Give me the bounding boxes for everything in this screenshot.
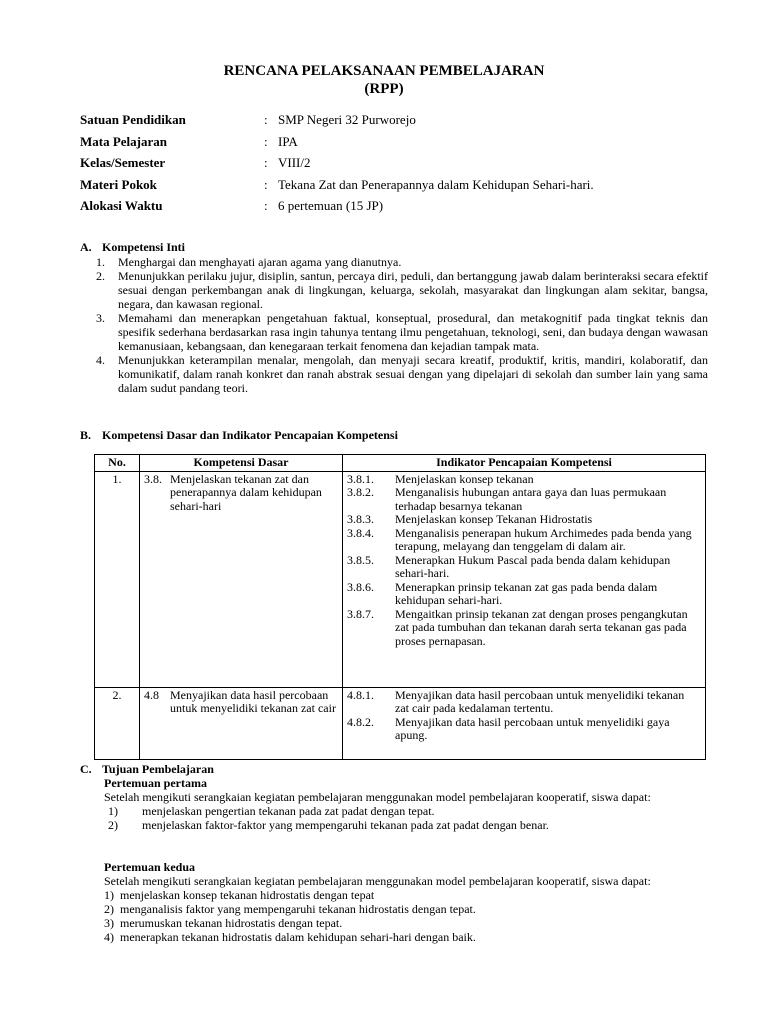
indicator-code: 3.8.6. <box>347 579 374 594</box>
item-number: 1. <box>96 255 105 269</box>
item-text: Menunjukkan perilaku jujur, disiplin, santun, percaya diri, peduli, dan bertanggung jawab dalam berinteraksi secara efektif sesuai dengan perkembangan anak di lingkungan, keluarga, sekolah, masyarakat dan lingkungan alam sekitar, bangsa, negara, dan kawasan regional. <box>118 269 708 311</box>
item-text: menjelaskan faktor-faktor yang mempengaruhi tekanan pada zat padat dengan benar. <box>142 818 549 832</box>
indicator-text: Menyajikan data hasil percobaan untuk menyelidiki gaya apung. <box>395 714 670 742</box>
item-number: 4) <box>104 930 114 944</box>
list-item <box>104 930 708 944</box>
meeting-title: Pertemuan pertama <box>104 776 207 790</box>
indicator-text: Menjelaskan konsep tekanan <box>395 471 534 486</box>
item-text: menganalisis faktor yang mempengaruhi tekanan hidrostatis dengan tepat. <box>120 902 476 916</box>
section-c-heading <box>80 762 214 776</box>
meeting-intro: Setelah mengikuti serangkaian kegiatan pembelajaran menggunakan model pembelajaran kooperatif, siswa dapat: <box>104 874 651 888</box>
list-item <box>96 353 708 395</box>
indicator-item <box>347 554 701 581</box>
indicator-code: 4.8.2. <box>347 714 374 729</box>
document-title: RENCANA PELAKSANAAN PEMBELAJARAN <box>223 63 545 79</box>
row-number: 1. <box>95 471 140 687</box>
indicator-text: Menganalisis hubungan antara gaya dan luas permukaan terhadap besarnya tekanan <box>395 485 667 513</box>
list-item <box>104 888 708 902</box>
item-text: menerapkan tekanan hidrostatis dalam kehidupan sehari-hari dengan baik. <box>120 930 476 944</box>
meta-key: Kelas/Semester <box>80 155 166 170</box>
item-number: 2. <box>96 269 105 283</box>
indicator-code: 3.8.1. <box>347 471 374 486</box>
indicator-item <box>347 486 701 513</box>
column-header: Kompetensi Dasar <box>140 455 343 472</box>
meta-colon: : <box>264 133 268 149</box>
section-title: Kompetensi Inti <box>102 240 186 254</box>
meta-key: Alokasi Waktu <box>80 198 163 213</box>
item-number: 1) <box>104 888 114 902</box>
row-number: 2. <box>95 687 140 759</box>
meta-key: Mata Pelajaran <box>80 133 168 149</box>
list-item <box>104 804 708 818</box>
indicator-cell <box>343 687 706 759</box>
column-header: Indikator Pencapaian Kompetensi <box>343 455 706 472</box>
indicator-item <box>347 581 701 608</box>
section-title: Tujuan Pembelajaran <box>102 762 214 776</box>
list-item <box>96 269 708 311</box>
item-text: Menunjukkan keterampilan menalar, mengolah, dan menyaji secara kreatif, produktif, kritis, mandiri, kolaboratif, dan komunikatif, dalam ranah konkret dan ranah abstrak sesuai dengan yang dipelajari di sekolah dan sumber lain yang sama dalam sudut pandang teori. <box>118 353 708 395</box>
meeting-title: Pertemuan kedua <box>104 860 195 874</box>
item-number: 3. <box>96 311 105 325</box>
indicator-text: Mengaitkan prinsip tekanan zat dengan proses pengangkutan zat pada tumbuhan dan tekanan darah serta tekanan gas pada proses pernapasan. <box>395 606 688 648</box>
list-item <box>96 255 708 269</box>
item-number: 2) <box>108 818 118 832</box>
kd-code: 4.8 <box>144 687 159 702</box>
column-header: No. <box>95 455 140 472</box>
kd-text: Menjelaskan tekanan zat dan penerapannya dalam kehidupan sehari-hari <box>170 471 322 513</box>
kd-cell <box>140 687 343 759</box>
indicator-item <box>347 716 701 743</box>
kd-code: 3.8. <box>144 471 162 486</box>
identity-block <box>80 112 720 220</box>
kd-text: Menyajikan data hasil percobaan untuk menyelidiki tekanan zat cair <box>170 687 336 715</box>
competency-table <box>94 454 706 760</box>
list-item <box>104 916 708 930</box>
indicator-text: Menerapkan Hukum Pascal pada benda dalam kehidupan sehari-hari. <box>395 552 671 580</box>
indicator-text: Menganalisis penerapan hukum Archimedes pada benda yang terapung, melayang dan tenggelam di dalam air. <box>395 525 692 553</box>
meta-row <box>80 155 720 177</box>
indicator-code: 3.8.2. <box>347 485 374 499</box>
meta-row <box>80 112 720 134</box>
meta-value: VIII/2 <box>278 155 311 170</box>
section-letter: B. <box>80 428 92 442</box>
meta-value: 6 pertemuan (15 JP) <box>278 198 384 213</box>
meta-value: SMP Negeri 32 Purworejo <box>278 112 416 127</box>
indicator-item <box>347 608 701 649</box>
indicator-item <box>347 527 701 554</box>
indicator-code: 3.8.7. <box>347 606 374 621</box>
section-a-heading <box>80 240 185 254</box>
indicator-item <box>347 689 701 716</box>
kompetensi-inti-list <box>96 255 708 395</box>
item-text: merumuskan tekanan hidrostatis dengan tepat. <box>120 916 343 930</box>
table-row <box>95 687 706 759</box>
objective-list <box>104 888 708 944</box>
section-b-heading <box>80 428 398 442</box>
table-header-row <box>95 455 706 472</box>
meta-row <box>80 177 720 199</box>
kd-cell <box>140 471 343 687</box>
indicator-code: 4.8.1. <box>347 687 374 702</box>
item-number: 1) <box>108 804 118 818</box>
section-title: Kompetensi Dasar dan Indikator Pencapaian Kompetensi <box>102 428 398 442</box>
list-item <box>104 902 708 916</box>
meta-row <box>80 198 720 220</box>
indicator-code: 3.8.4. <box>347 525 374 540</box>
item-text: menjelaskan konsep tekanan hidrostatis dengan tepat <box>120 888 375 902</box>
list-item <box>96 311 708 353</box>
meeting-1 <box>104 776 708 832</box>
item-number: 2) <box>104 902 114 916</box>
indicator-cell <box>343 471 706 687</box>
meta-colon: : <box>264 176 268 192</box>
objective-list <box>104 804 708 832</box>
meta-value: IPA <box>278 133 298 149</box>
table-row <box>95 471 706 687</box>
item-text: Memahami dan menerapkan pengetahuan faktual, konseptual, prosedural, dan metakognitif pada tingkat teknis dan spesifik sederhana berdasarkan rasa ingin tahunya tentang ilmu pengetahuan, teknologi, seni, dan budaya dengan wawasan kemanusiaan, kebangsaan, dan kenegaraan terkait fenomena dan kejadian tampak mata. <box>118 311 708 353</box>
indicator-text: Menjelaskan konsep Tekanan Hidrostatis <box>395 512 593 526</box>
meta-value: Tekana Zat dan Penerapannya dalam Kehidupan Sehari-hari. <box>278 176 594 192</box>
indicator-code: 3.8.3. <box>347 512 374 526</box>
list-item <box>104 818 708 832</box>
meta-colon: : <box>264 112 268 127</box>
item-text: Menghargai dan menghayati ajaran agama yang dianutnya. <box>118 255 402 269</box>
item-number: 4. <box>96 353 105 367</box>
meta-row <box>80 134 720 156</box>
meeting-2 <box>104 860 708 944</box>
document-subtitle: (RPP) <box>364 81 404 97</box>
indicator-text: Menyajikan data hasil percobaan untuk menyelidiki tekanan zat cair pada kedalaman tertentu. <box>395 687 685 715</box>
meta-key: Materi Pokok <box>80 176 157 192</box>
section-letter: C. <box>80 762 92 776</box>
indicator-code: 3.8.5. <box>347 552 374 567</box>
indicator-text: Menerapkan prinsip tekanan zat gas pada benda dalam kehidupan sehari-hari. <box>395 579 658 607</box>
section-letter: A. <box>80 240 92 254</box>
meta-colon: : <box>264 198 268 213</box>
meeting-intro: Setelah mengikuti serangkaian kegiatan pembelajaran menggunakan model pembelajaran kooperatif, siswa dapat: <box>104 790 651 804</box>
indicator-item <box>347 473 701 487</box>
meta-colon: : <box>264 155 268 170</box>
indicator-item <box>347 513 701 527</box>
item-number: 3) <box>104 916 114 930</box>
meta-key: Satuan Pendidikan <box>80 112 186 127</box>
item-text: menjelaskan pengertian tekanan pada zat padat dengan tepat. <box>142 804 435 818</box>
